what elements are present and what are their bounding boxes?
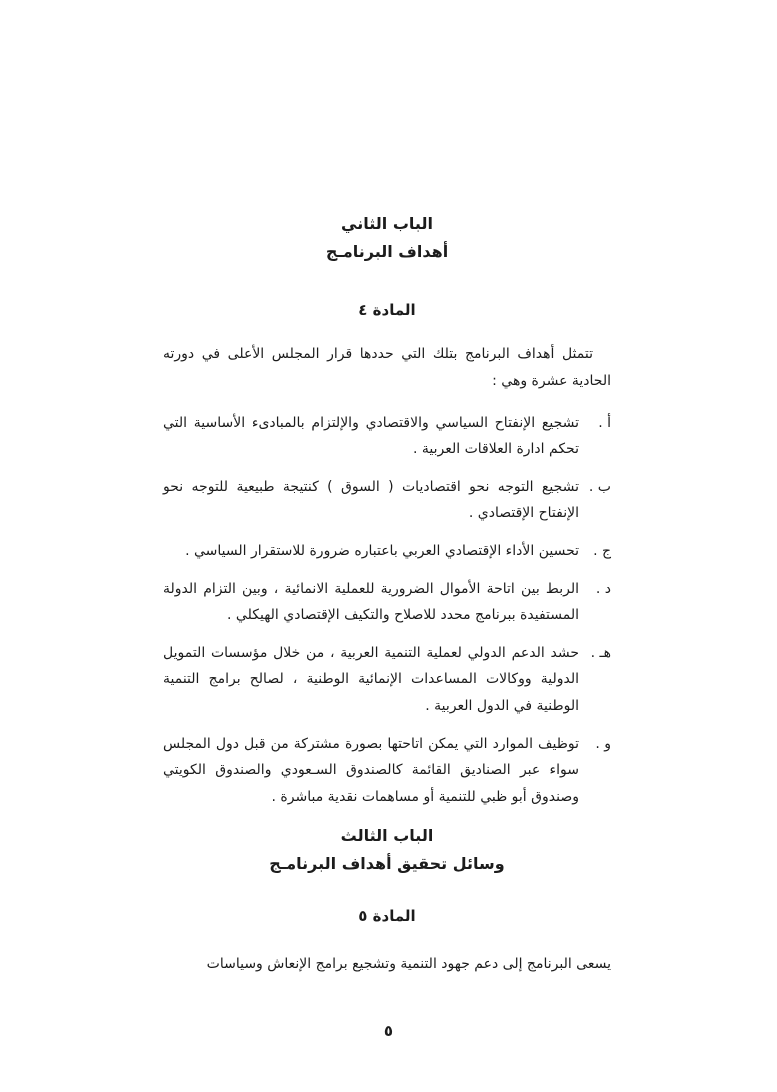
item-text: تشجيع التوجه نحو اقتصاديات ( السوق ) كنتيجة طبيعية للتوجه نحو الإنفتاح الإقتصادي . — [163, 478, 579, 522]
list-item-b — [163, 474, 611, 527]
objectives-list — [163, 410, 611, 811]
item-text: توظيف الموارد التي يمكن اتاحتها بصورة مشتركة من قبل دول المجلس سواء عبر الصناديق القائمة كالصندوق السـعودي والصندوق الكويتي وصندوق أبو ظبي للتنمية أو مساهمات نقدية مباشرة . — [163, 735, 579, 805]
chapter-two-title: الباب الثاني — [341, 214, 433, 233]
chapter-three-title: الباب الثالث — [340, 826, 434, 846]
chapter-two-subtitle: أهداف البرنامـج — [325, 242, 449, 261]
list-item-h — [163, 640, 611, 720]
item-text: حشد الدعم الدولي لعملية التنمية العربية ، من خلال مؤسسات التمويل الدولية ووكالات المساعدات الإنمائية الوطنية ، لصالح برامج التنمية الوطنية في الدول العربية . — [163, 644, 579, 714]
item-marker: و . — [595, 735, 611, 752]
chapter-three-block — [163, 826, 611, 873]
chapter-three-subtitle: وسائل تحقيق أهداف البرنامـج — [269, 854, 505, 874]
article-4-label: المادة ٤ — [358, 301, 416, 319]
item-text: الربط بين اتاحة الأموال الضرورية للعملية الانمائية ، وبين التزام الدولة المستفيدة ببرنامج محدد للاصلاح والتكيف الإقتصادي الهيكلي . — [163, 580, 579, 624]
item-marker: ج . — [593, 542, 611, 559]
page-number: ٥ — [383, 1022, 394, 1040]
item-text: تشجيع الإنفتاح السياسي والاقتصادي والإلتزام بالمبادىء الأساسية التي تحكم ادارة العلاقات العربية . — [163, 414, 579, 458]
document-content — [163, 214, 611, 978]
article-5-label: المادة ٥ — [358, 907, 416, 926]
item-marker: أ . — [598, 414, 611, 431]
article-5-intro: يسعى البرنامج إلى دعم جهود التنمية وتشجيع برامج الإنعاش وسياسات — [206, 956, 611, 973]
article-4-intro: تتمثل أهداف البرنامج بتلك التي حددها قرار المجلس الأعلى في دورته الحادية عشرة وهي : — [163, 346, 611, 390]
list-item-d — [163, 576, 611, 629]
item-marker: د . — [595, 580, 611, 597]
item-marker: هـ . — [590, 644, 611, 661]
item-marker: ب . — [588, 478, 611, 495]
list-item-a — [163, 410, 611, 463]
list-item-j — [163, 538, 611, 565]
item-text: تحسين الأداء الإقتصادي العربي باعتباره ضرورة للاستقرار السياسي . — [185, 542, 579, 559]
list-item-w — [163, 731, 611, 811]
